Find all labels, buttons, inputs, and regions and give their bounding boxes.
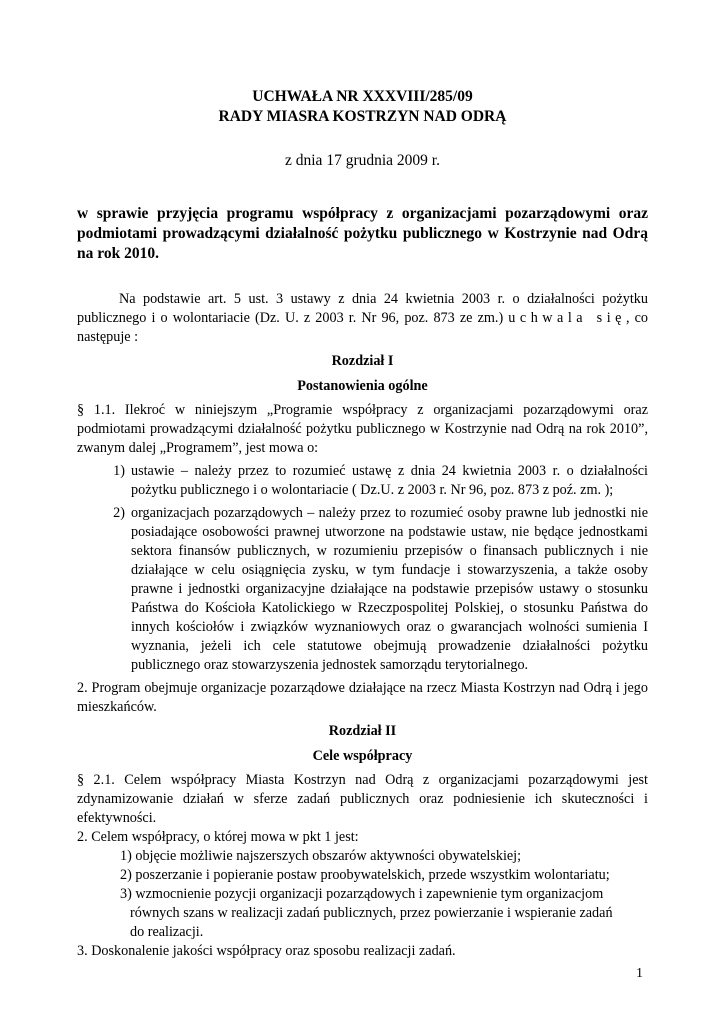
paragraph-1-2: 2. Program obejmuje organizacje pozarządowe działające na rzecz Miasta Kostrzyn nad Odrą i jego mieszkańców. [77, 680, 648, 715]
goals-list [77, 847, 648, 942]
resolution-date: z dnia 17 grudnia 2009 r. [285, 152, 440, 169]
list-item-number: 2) [113, 505, 125, 521]
legal-basis-text: Na podstawie art. 5 ust. 3 ustawy z dnia 24 kwietnia 2003 r. o działalności pożytku publicznego i o wolontariacie (Dz. U. z 2003 r. Nr 96, poz. 873 ze zm.) [77, 291, 648, 326]
list-item-text: ustawie – należy przez to rozumieć ustawę z dnia 24 kwietnia 2003 r. o działalności pożytku publicznego i o wolontariacie ( Dz.U. z 2003 r. Nr 96, poz. 873 z poź. zm. ); [131, 463, 648, 498]
chapter-2-title: Rozdział II [328, 723, 397, 739]
legal-basis [77, 290, 648, 347]
paragraph-2-1: § 2.1. Celem współpracy Miasta Kostrzyn nad Odrą z organizacjami pozarządowymi jest zdynamizowanie działań w sferze zadań publicznych oraz podniesienie ich skuteczności i efektywności. [77, 772, 648, 826]
list-item-text: organizacjach pozarządowych – należy przez to rozumieć osoby prawne lub jednostki nie posiadające osobowości prawnej utworzone na podstawie ustaw, nie będące jednostkami sektora finansów publicznych, w rozumieniu przepisów o finansach publicznych i nie działające w celu osiągnięcia zysku, w tym fundacje i stowarzyszenia, a także osoby prawne i jednostki organizacyjne działające na podstawie przepisów ustawy o stosunku Państwa do Kościoła Katolickiego w Rzeczpospolitej Polskiej, o stosunku Państwa do innych kościołów i związków wyznaniowych oraz o gwarancjach wolności sumienia I wyznania, jeżeli ich cele statutowe obejmują prowadzenie działalności pożytku publicznego oraz stowarzyszenia jednostek samorządu terytorialnego. [131, 505, 648, 673]
paragraph-2-3: 3. Doskonalenie jakości współpracy oraz sposobu realizacji zadań. [77, 943, 456, 959]
goal-item: 1) objęcie możliwie najszerszych obszarów aktywności obywatelskiej; [120, 848, 522, 864]
chapter-1-title: Rozdział I [331, 353, 394, 369]
council-name: RADY MIASRA KOSTRZYN NAD ODRĄ [218, 108, 507, 125]
legal-basis-tail: , co następuje : [77, 310, 649, 345]
resolution-number: UCHWAŁA NR XXXVIII/285/09 [252, 88, 473, 105]
resolution-subject: w sprawie przyjęcia programu współpracy z organizacjami pozarządowymi oraz podmiotami prowadzącymi działalność pożytku publicznego w Kostrzynie nad Odrą na rok 2010. [77, 205, 648, 262]
list-item-number: 1) [113, 463, 125, 479]
chapter-2-subtitle: Cele współpracy [312, 748, 413, 764]
goal-item: 3) wzmocnienie pozycji organizacji pozarządowych i zapewnienie tym organizacjom [120, 886, 604, 902]
list-item [77, 504, 648, 675]
paragraph-1-1: § 1.1. Ilekroć w niniejszym „Programie współpracy z organizacjami pozarządowymi oraz podmiotami prowadzącymi działalność pożytku publicznego w Kostrzynie nad Odrą na rok 2010”, zwanym dalej „Programem”, jest mowa o: [77, 402, 648, 456]
paragraph-2-2: 2. Celem współpracy, o której mowa w pkt 1 jest: [77, 829, 359, 845]
page-number: 1 [636, 966, 643, 981]
goal-item: 2) poszerzanie i popieranie postaw proobywatelskich, przede wszystkim wolontariatu; [120, 867, 610, 883]
list-item [77, 462, 648, 500]
goal-item-continuation: do realizacji. [130, 924, 204, 940]
definitions-list [77, 462, 648, 675]
legal-basis-spaced-word: uchwala się [508, 310, 626, 326]
goal-item-continuation: równych szans w realizacji zadań publicznych, przez powierzanie i wspieranie zadań [130, 905, 613, 921]
chapter-1-subtitle: Postanowienia ogólne [297, 378, 428, 394]
document-page [77, 87, 648, 961]
